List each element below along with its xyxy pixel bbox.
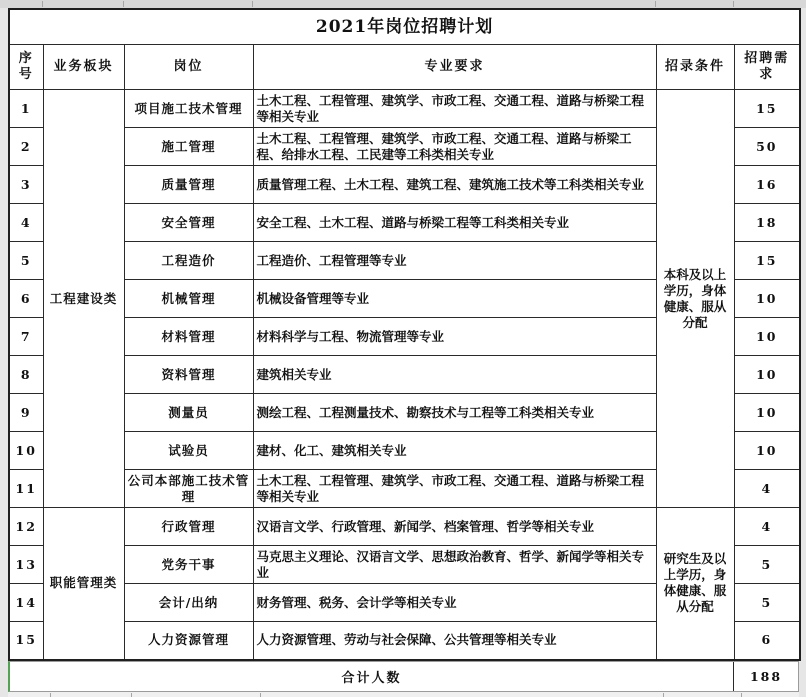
majors-cell: 土木工程、工程管理、建筑学、市政工程、交通工程、道路与桥梁工程等相关专业 xyxy=(253,90,656,128)
row-number-cell: 6 xyxy=(9,280,43,318)
row-number-cell: 10 xyxy=(9,432,43,470)
row-number-cell: 7 xyxy=(9,318,43,356)
gridline-stub xyxy=(131,693,132,697)
total-value: 188 xyxy=(749,668,783,684)
row-number-cell: 8 xyxy=(9,356,43,394)
row-number-cell: 11 xyxy=(9,470,43,508)
position-cell: 行政管理 xyxy=(124,508,253,546)
gridline-stub xyxy=(50,693,51,697)
demand-cell: 16 xyxy=(734,166,800,204)
column-header-sector: 业务板块 xyxy=(43,45,124,90)
demand-cell: 5 xyxy=(734,546,800,584)
gridline-band-bottom xyxy=(8,692,799,697)
majors-cell: 质量管理工程、土木工程、建筑工程、建筑施工技术等工科类相关专业 xyxy=(253,166,656,204)
title-row xyxy=(9,9,800,45)
demand-cell: 15 xyxy=(734,90,800,128)
total-row xyxy=(8,661,799,692)
majors-cell: 土木工程、工程管理、建筑学、市政工程、交通工程、道路与桥梁工程等相关专业 xyxy=(253,470,656,508)
demand-cell: 15 xyxy=(734,242,800,280)
demand-cell: 10 xyxy=(734,280,800,318)
position-cell: 公司本部施工技术管理 xyxy=(124,470,253,508)
row-number-cell: 1 xyxy=(9,90,43,128)
demand-cell: 10 xyxy=(734,318,800,356)
demand-cell: 10 xyxy=(734,432,800,470)
position-cell: 资料管理 xyxy=(124,356,253,394)
demand-cell: 10 xyxy=(734,356,800,394)
row-number-cell: 9 xyxy=(9,394,43,432)
recruitment-plan-table xyxy=(8,8,801,661)
gridline-band-top xyxy=(0,0,806,8)
position-cell: 试验员 xyxy=(124,432,253,470)
gridline-stub xyxy=(733,1,734,7)
position-cell: 党务干事 xyxy=(124,546,253,584)
position-cell: 人力资源管理 xyxy=(124,622,253,660)
position-cell: 工程造价 xyxy=(124,242,253,280)
row-number-cell: 2 xyxy=(9,128,43,166)
table-body xyxy=(9,90,800,660)
gridline-stub xyxy=(123,1,124,7)
column-header-conditions: 招录条件 xyxy=(656,45,734,90)
row-number-cell: 13 xyxy=(9,546,43,584)
demand-cell: 5 xyxy=(734,584,800,622)
gridline-stub xyxy=(663,693,664,697)
position-cell: 会计/出纳 xyxy=(124,584,253,622)
majors-cell: 人力资源管理、劳动与社会保障、公共管理等相关专业 xyxy=(253,622,656,660)
majors-cell: 机械设备管理等专业 xyxy=(253,280,656,318)
position-cell: 项目施工技术管理 xyxy=(124,90,253,128)
position-cell: 质量管理 xyxy=(124,166,253,204)
header-row xyxy=(9,45,800,90)
condition-cell: 本科及以上学历，身体健康、服从分配 xyxy=(656,90,734,508)
table-wrap xyxy=(8,8,799,697)
table-row xyxy=(9,508,800,546)
demand-cell: 10 xyxy=(734,394,800,432)
demand-cell: 4 xyxy=(734,508,800,546)
majors-cell: 测绘工程、工程测量技术、勘察技术与工程等工科类相关专业 xyxy=(253,394,656,432)
majors-cell: 材料科学与工程、物流管理等专业 xyxy=(253,318,656,356)
table-title: 2021年岗位招聘计划 xyxy=(9,9,800,45)
position-cell: 机械管理 xyxy=(124,280,253,318)
column-header-no: 序号 xyxy=(9,45,43,90)
gridline-stub xyxy=(260,693,261,697)
column-header-majors: 专业要求 xyxy=(253,45,656,90)
position-cell: 材料管理 xyxy=(124,318,253,356)
demand-cell: 18 xyxy=(734,204,800,242)
row-number-cell: 3 xyxy=(9,166,43,204)
demand-cell: 6 xyxy=(734,622,800,660)
position-cell: 测量员 xyxy=(124,394,253,432)
gridline-stub xyxy=(252,1,253,7)
row-number-cell: 5 xyxy=(9,242,43,280)
majors-cell: 工程造价、工程管理等专业 xyxy=(253,242,656,280)
majors-cell: 财务管理、税务、会计学等相关专业 xyxy=(253,584,656,622)
sector-cell: 工程建设类 xyxy=(43,90,124,508)
gridline-stub xyxy=(741,693,742,697)
gridline-stub xyxy=(42,1,43,7)
total-label: 合计人数 xyxy=(10,662,734,691)
majors-cell: 建筑相关专业 xyxy=(253,356,656,394)
demand-cell: 4 xyxy=(734,470,800,508)
row-number-cell: 12 xyxy=(9,508,43,546)
demand-cell: 50 xyxy=(734,128,800,166)
sector-cell: 职能管理类 xyxy=(43,508,124,660)
position-cell: 安全管理 xyxy=(124,204,253,242)
column-header-demand: 招聘需求 xyxy=(734,45,800,90)
row-number-cell: 15 xyxy=(9,622,43,660)
majors-cell: 土木工程、工程管理、建筑学、市政工程、交通工程、道路与桥梁工程、给排水工程、工民建等工科类相关专业 xyxy=(253,128,656,166)
table-row xyxy=(9,90,800,128)
majors-cell: 马克思主义理论、汉语言文学、思想政治教育、哲学、新闻学等相关专业 xyxy=(253,546,656,584)
column-header-position: 岗位 xyxy=(124,45,253,90)
majors-cell: 汉语言文学、行政管理、新闻学、档案管理、哲学等相关专业 xyxy=(253,508,656,546)
position-cell: 施工管理 xyxy=(124,128,253,166)
gridline-stub xyxy=(655,1,656,7)
row-number-cell: 4 xyxy=(9,204,43,242)
row-number-cell: 14 xyxy=(9,584,43,622)
majors-cell: 建材、化工、建筑相关专业 xyxy=(253,432,656,470)
majors-cell: 安全工程、土木工程、道路与桥梁工程等工科类相关专业 xyxy=(253,204,656,242)
condition-cell: 研究生及以上学历，身体健康、服从分配 xyxy=(656,508,734,660)
